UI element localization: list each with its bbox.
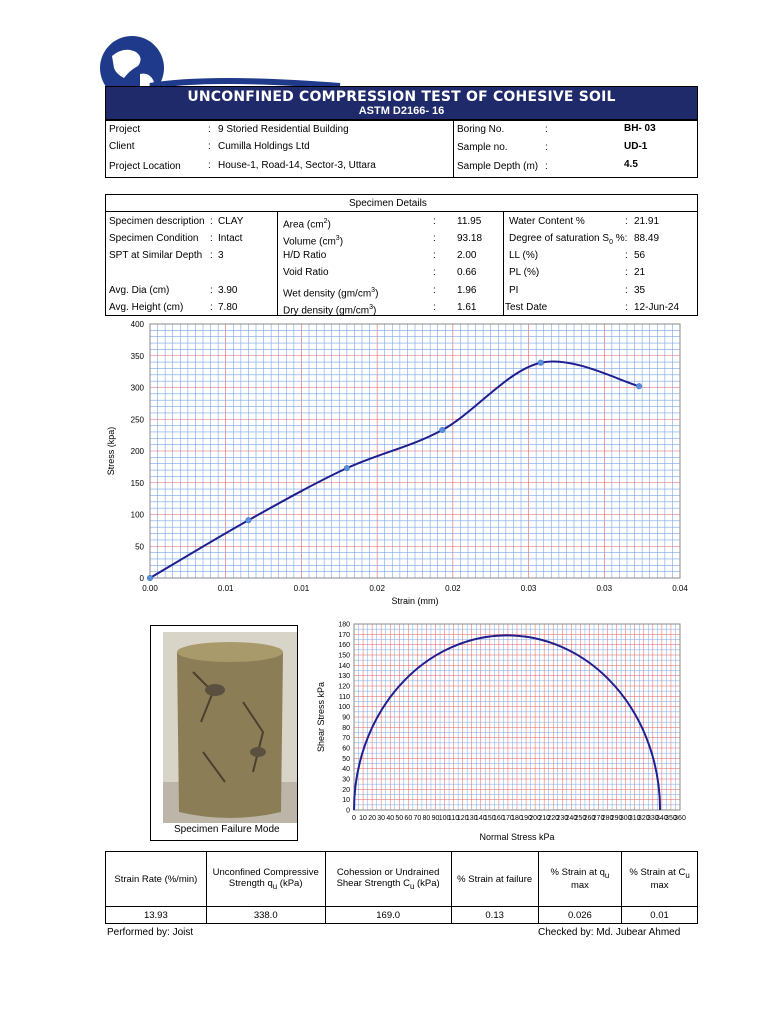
sep: :	[208, 160, 211, 171]
spt-label: SPT at Similar Depth	[109, 250, 203, 261]
x-tick-label: 210	[538, 815, 551, 822]
project-value: 9 Storied Residential Building	[218, 124, 349, 135]
stress-strain-chart	[100, 316, 700, 614]
report-title: UNCONFINED COMPRESSION TEST OF COHESIVE SOIL	[187, 89, 616, 105]
y-tick-label: 0	[346, 807, 350, 815]
x-tick-label: 20	[368, 815, 377, 822]
location-label: Project Location	[109, 161, 181, 172]
x-tick-label: 90	[431, 815, 440, 822]
report-standard: ASTM D2166- 16	[358, 105, 445, 117]
sep: :	[210, 250, 213, 261]
desc-label: Specimen description	[109, 216, 205, 227]
summary-header-strain-cu-text: % Strain at C	[629, 867, 686, 879]
x-tick-label: 230	[556, 815, 569, 822]
depth-value: 4.5	[624, 159, 638, 170]
performed-by: Performed by: Joist	[107, 927, 194, 938]
height-label: Avg. Height (cm)	[109, 302, 184, 313]
sep: :	[433, 233, 436, 244]
client-label: Client	[109, 141, 135, 152]
data-point	[246, 517, 252, 523]
sep: :	[210, 216, 213, 227]
desc-value: CLAY	[218, 216, 244, 227]
wc-label: Water Content %	[509, 216, 585, 227]
y-tick-label: 100	[338, 704, 350, 712]
y-tick-label: 140	[338, 662, 350, 670]
sep: :	[433, 302, 436, 313]
sep: :	[210, 302, 213, 313]
sep: :	[625, 285, 628, 296]
x-tick-label: 320	[637, 815, 650, 822]
project-label: Project	[109, 124, 141, 135]
sep: :	[433, 250, 436, 261]
y-axis-label: Shear Stress kPa	[316, 681, 326, 753]
x-tick-label: 350	[665, 815, 677, 822]
summary-table	[105, 851, 698, 924]
wet-label: Wet density (gm/cm	[283, 288, 372, 300]
y-tick-label: 40	[342, 766, 350, 774]
void-value: 0.66	[457, 267, 477, 278]
spt-value: 3	[218, 250, 224, 261]
x-tick-label: 0.00	[142, 584, 158, 593]
sep: :	[625, 267, 628, 278]
y-tick-label: 50	[342, 755, 350, 763]
client-value: Cumilla Holdings Ltd	[218, 141, 310, 152]
dia-label: Avg. Dia (cm)	[109, 285, 170, 296]
x-tick-label: 0	[352, 815, 356, 822]
sep: :	[433, 216, 436, 227]
x-tick-label: 0.03	[596, 584, 613, 593]
specimen-photo-frame	[150, 625, 298, 841]
x-tick-label: 40	[386, 815, 395, 822]
pl-label: PL (%)	[509, 267, 540, 278]
x-axis-label: Strain (mm)	[391, 596, 439, 606]
sep: :	[208, 124, 211, 135]
y-tick-label: 110	[338, 693, 350, 701]
y-tick-label: 20	[342, 786, 350, 794]
x-tick-label: 270	[592, 815, 605, 822]
y-tick-label: 180	[338, 621, 350, 629]
summary-header-strain-rate: Strain Rate (%/min)	[106, 852, 207, 907]
x-tick-label: 60	[404, 815, 413, 822]
dia-value: 3.90	[218, 285, 238, 296]
summary-value-strain-rate: 13.93	[106, 907, 207, 924]
y-tick-label: 90	[342, 714, 350, 722]
summary-header-strain-cu: % Strain at $C_u$ max	[622, 852, 698, 907]
x-tick-label: 50	[395, 815, 404, 822]
x-tick-label: 310	[628, 815, 641, 822]
x-tick-label: 10	[359, 815, 367, 822]
x-tick-label: 280	[601, 815, 614, 822]
x-tick-label: 290	[610, 815, 623, 822]
boring-value: BH- 03	[624, 123, 656, 134]
photo-caption: Specimen Failure Mode	[174, 824, 280, 835]
sep: :	[545, 142, 548, 153]
y-tick-label: 70	[342, 735, 350, 743]
y-tick-label: 120	[338, 683, 350, 691]
sep: :	[433, 267, 436, 278]
sep: :	[433, 285, 436, 296]
summary-header-cu: Cohession or Undrained Shear Strength $C_u$ (kPa)	[325, 852, 451, 907]
x-tick-label: 110	[448, 815, 460, 822]
data-point	[147, 575, 153, 581]
x-tick-label: 70	[413, 815, 422, 822]
y-tick-label: 250	[130, 415, 144, 425]
x-tick-label: 0.04	[672, 584, 688, 593]
x-tick-label: 160	[493, 815, 505, 822]
date-value: 12-Jun-24	[634, 302, 680, 313]
sep: :	[625, 216, 628, 227]
location-value: House-1, Road-14, Sector-3, Uttara	[218, 160, 376, 171]
x-tick-label: 0.02	[369, 584, 385, 593]
wc-value: 21.91	[634, 216, 660, 227]
specimen-heading: Specimen Details	[349, 198, 427, 209]
summary-header-strain-failure: % Strain at failure	[451, 852, 538, 907]
dry-value: 1.61	[457, 302, 477, 313]
summary-header-strain-qu: % Strain at $q_u$ max	[538, 852, 621, 907]
x-tick-label: 0.01	[293, 584, 310, 593]
sep: :	[545, 124, 548, 135]
x-tick-label: 80	[422, 815, 431, 822]
sat-label: Degree of saturation S	[509, 233, 610, 244]
hd-value: 2.00	[457, 250, 477, 261]
x-tick-label: 340	[656, 815, 668, 822]
x-tick-label: 130	[465, 815, 478, 822]
x-tick-label: 0.02	[445, 584, 461, 593]
y-tick-label: 60	[342, 745, 350, 753]
void-label: Void Ratio	[283, 267, 329, 278]
y-tick-label: 400	[130, 320, 144, 329]
x-tick-label: 100	[438, 815, 451, 822]
y-tick-label: 170	[338, 631, 350, 639]
y-tick-label: 10	[342, 797, 350, 805]
y-tick-label: 80	[342, 724, 350, 732]
x-tick-label: 30	[377, 815, 386, 822]
dry-label-wrap: Dry density $(gm/cm^3)$	[283, 304, 377, 317]
checked-by: Checked by: Md. Jubear Ahmed	[538, 927, 681, 938]
volume-label-wrap: Volume $(cm^3)$	[283, 235, 344, 248]
volume-label: Volume (cm	[283, 236, 336, 248]
data-point	[538, 360, 544, 366]
pl-value: 21	[634, 267, 646, 278]
y-tick-label: 30	[342, 776, 350, 784]
specimen-photo	[163, 632, 297, 823]
data-point	[344, 465, 350, 471]
y-tick-label: 150	[130, 478, 144, 488]
x-tick-label: 240	[565, 815, 578, 822]
y-tick-label: 350	[130, 351, 144, 361]
summary-value-cu: 169.0	[325, 907, 451, 924]
summary-header-qu: Unconfined Compressive Strength $q_u$ (kPa)	[206, 852, 325, 907]
boring-label: Boring No.	[457, 124, 505, 135]
sep: :	[210, 285, 213, 296]
specimen-details-table	[105, 194, 698, 316]
sep: :	[208, 141, 211, 152]
report-title-bar	[105, 86, 698, 120]
x-tick-label: 300	[619, 815, 632, 822]
sample-label: Sample no.	[457, 142, 508, 153]
volume-value: 93.18	[457, 233, 483, 244]
summary-value-strain-cu: 0.01	[622, 907, 698, 924]
pi-label: PI	[509, 285, 519, 296]
summary-value-strain-qu: 0.026	[538, 907, 621, 924]
sample-value: UD-1	[624, 141, 648, 152]
y-tick-label: 300	[130, 383, 144, 393]
x-tick-label: 200	[529, 815, 541, 822]
y-tick-label: 150	[338, 652, 350, 660]
y-axis-label: Stress (kpa)	[106, 426, 116, 476]
summary-header-strain-qu-text: % Strain at q	[550, 867, 605, 879]
x-tick-label: 330	[646, 815, 659, 822]
x-tick-label: 180	[511, 815, 523, 822]
x-tick-label: 170	[502, 815, 514, 822]
summary-header-qu-text: Unconfined Compressive Strength q	[212, 867, 319, 890]
project-info-table	[105, 120, 698, 178]
sat-value: 88.49	[634, 233, 660, 244]
wet-value: 1.96	[457, 285, 477, 296]
sat-label-wrap: Degree of saturation $S_0$ %:	[509, 233, 628, 246]
y-tick-label: 130	[338, 673, 350, 681]
hd-label: H/D Ratio	[283, 250, 327, 261]
y-tick-label: 100	[130, 510, 144, 520]
y-tick-label: 160	[338, 642, 350, 650]
mohr-circle-chart	[312, 618, 692, 848]
x-tick-label: 140	[474, 815, 487, 822]
x-tick-label: 260	[583, 815, 596, 822]
x-tick-label: 150	[483, 815, 496, 822]
data-point	[636, 383, 642, 389]
x-tick-label: 0.03	[520, 584, 537, 593]
sep: :	[210, 233, 213, 244]
dry-label: Dry density (gm/cm	[283, 305, 370, 317]
cond-value: Intact	[218, 233, 243, 244]
cond-label: Specimen Condition	[109, 233, 199, 244]
wet-label-wrap: Wet density $(gm/cm^3)$	[283, 287, 379, 300]
depth-label: Sample Depth (m)	[457, 161, 539, 172]
x-axis-label: Normal Stress kPa	[479, 832, 555, 842]
ll-value: 56	[634, 250, 646, 261]
x-tick-label: 190	[520, 815, 532, 822]
ll-label: LL (%)	[509, 250, 539, 261]
area-label-wrap: Area $(cm^2)$	[283, 218, 331, 231]
sep: :	[545, 161, 548, 172]
x-tick-label: 120	[456, 815, 469, 822]
y-tick-label: 0	[139, 574, 144, 583]
date-label: Test Date	[505, 302, 548, 313]
summary-header-cu-text: Cohession or Undrained Shear Strength C	[336, 867, 440, 890]
x-tick-label: 250	[574, 815, 587, 822]
pi-value: 35	[634, 285, 646, 296]
height-value: 7.80	[218, 302, 238, 313]
y-tick-label: 200	[130, 447, 144, 456]
x-tick-label: 360	[674, 815, 686, 822]
sep: :	[625, 302, 628, 313]
summary-value-qu: 338.0	[206, 907, 325, 924]
area-label: Area (cm	[283, 219, 324, 231]
x-tick-label: 0.01	[217, 584, 234, 593]
area-value: 11.95	[457, 216, 482, 227]
y-tick-label: 50	[135, 542, 144, 552]
x-tick-label: 220	[547, 815, 560, 822]
sep: :	[625, 250, 628, 261]
data-point	[439, 427, 445, 433]
summary-value-strain-failure: 0.13	[451, 907, 538, 924]
